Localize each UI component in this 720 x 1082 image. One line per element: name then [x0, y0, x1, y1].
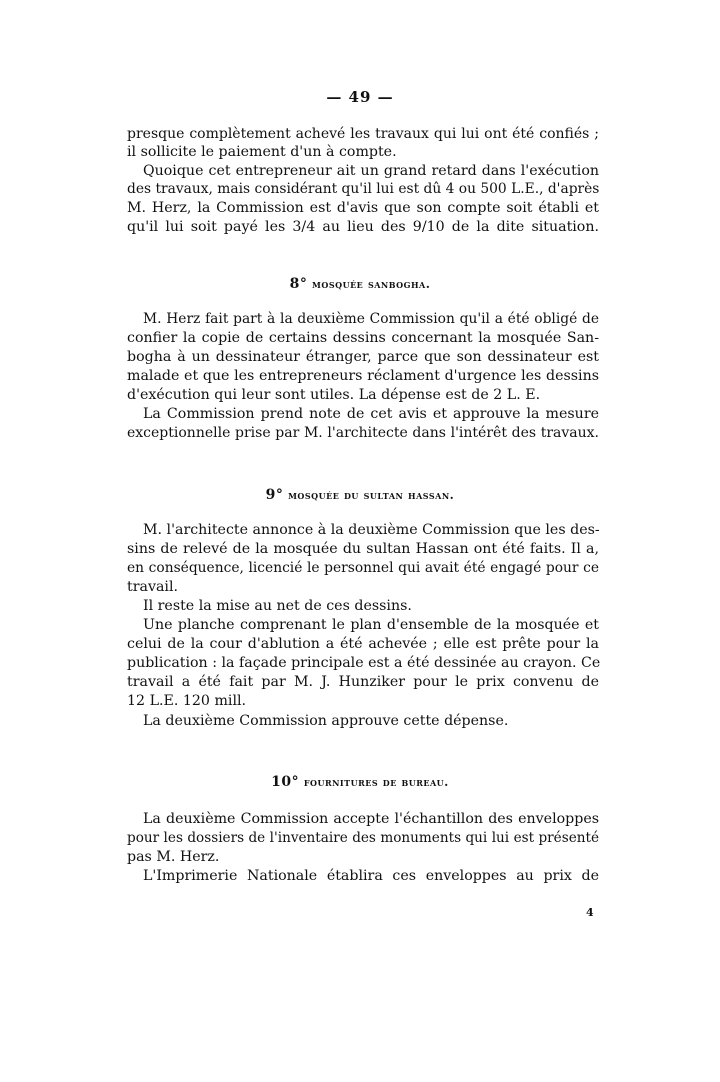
- section-number: 8°: [289, 276, 308, 292]
- text-line: M. l'architecte annonce à la deuxième Commission que les des-: [143, 522, 600, 538]
- page-number: — 49 —: [326, 88, 394, 106]
- text-line: 12 L.E. 120 mill.: [127, 693, 247, 709]
- section-heading-fournitures: [0, 774, 720, 790]
- text-line: publication : la façade principale est a été dessinée au crayon. Ce: [127, 655, 601, 671]
- section-number: 9°: [265, 487, 284, 503]
- section-title: mosquée du sultan hassan.: [288, 488, 455, 502]
- text-line: des travaux, mais considérant qu'il lui est dû 4 ou 500 L.E., d'après: [127, 181, 600, 197]
- text-line: La Commission prend note de cet avis et approuve la mesure: [143, 406, 599, 422]
- text-line: M. Herz fait part à la deuxième Commission qu'il a été obligé de: [143, 311, 599, 327]
- text-line: d'exécution qui leur sont utiles. La dépense est de 2 L. E.: [127, 387, 541, 403]
- section-number: 10°: [271, 774, 300, 790]
- text-line: presque complètement achevé les travaux qui lui ont été confiés ;: [127, 126, 599, 142]
- text-line: confier la copie de certains dessins concernant la mosquée San-: [127, 330, 599, 346]
- text-line: La deuxième Commission accepte l'échantillon des enveloppes: [143, 811, 599, 827]
- section-heading-sultan-hassan: [0, 487, 720, 503]
- text-line: La deuxième Commission approuve cette dépense.: [143, 713, 509, 729]
- section-title: mosquée sanbogha.: [312, 277, 431, 291]
- text-line: L'Imprimerie Nationale établira ces enveloppes au prix de: [143, 868, 599, 884]
- text-line: sins de relevé de la mosquée du sultan Hassan ont été faits. Il a,: [127, 541, 599, 557]
- text-line: bogha à un dessinateur étranger, parce que son dessinateur est: [127, 349, 599, 365]
- section-heading-sanbogha: [0, 276, 720, 292]
- text-line: pas M. Herz.: [127, 849, 220, 865]
- section-title: fournitures de bureau.: [303, 775, 449, 789]
- text-line: M. Herz, la Commission est d'avis que son compte soit établi et: [127, 200, 599, 216]
- text-line: exceptionnelle prise par M. l'architecte dans l'intérêt des travaux.: [127, 425, 599, 441]
- text-line: malade et que les entrepreneurs réclament d'urgence les dessins: [127, 368, 599, 384]
- text-line: celui de la cour d'ablution a été achevée ; elle est prête pour la: [127, 636, 599, 652]
- text-line: qu'il lui soit payé les 3/4 au lieu des 9/10 de la dite situation.: [127, 219, 599, 235]
- text-line: Quoique cet entrepreneur ait un grand retard dans l'exécution: [143, 163, 599, 179]
- text-line: travail.: [127, 579, 179, 595]
- text-line: en conséquence, licencié le personnel qui avait été engagé pour ce: [127, 560, 599, 576]
- text-line: travail a été fait par M. J. Hunziker pour le prix convenu de: [127, 674, 599, 690]
- text-line: pour les dossiers de l'inventaire des monuments qui lui est présenté: [127, 830, 599, 846]
- text-line: il sollicite le paiement d'un à compte.: [127, 144, 397, 160]
- text-line: Une planche comprenant le plan d'ensemble de la mosquée et: [143, 617, 599, 633]
- signature-mark: 4: [586, 906, 594, 919]
- text-line: Il reste la mise au net de ces dessins.: [143, 598, 412, 614]
